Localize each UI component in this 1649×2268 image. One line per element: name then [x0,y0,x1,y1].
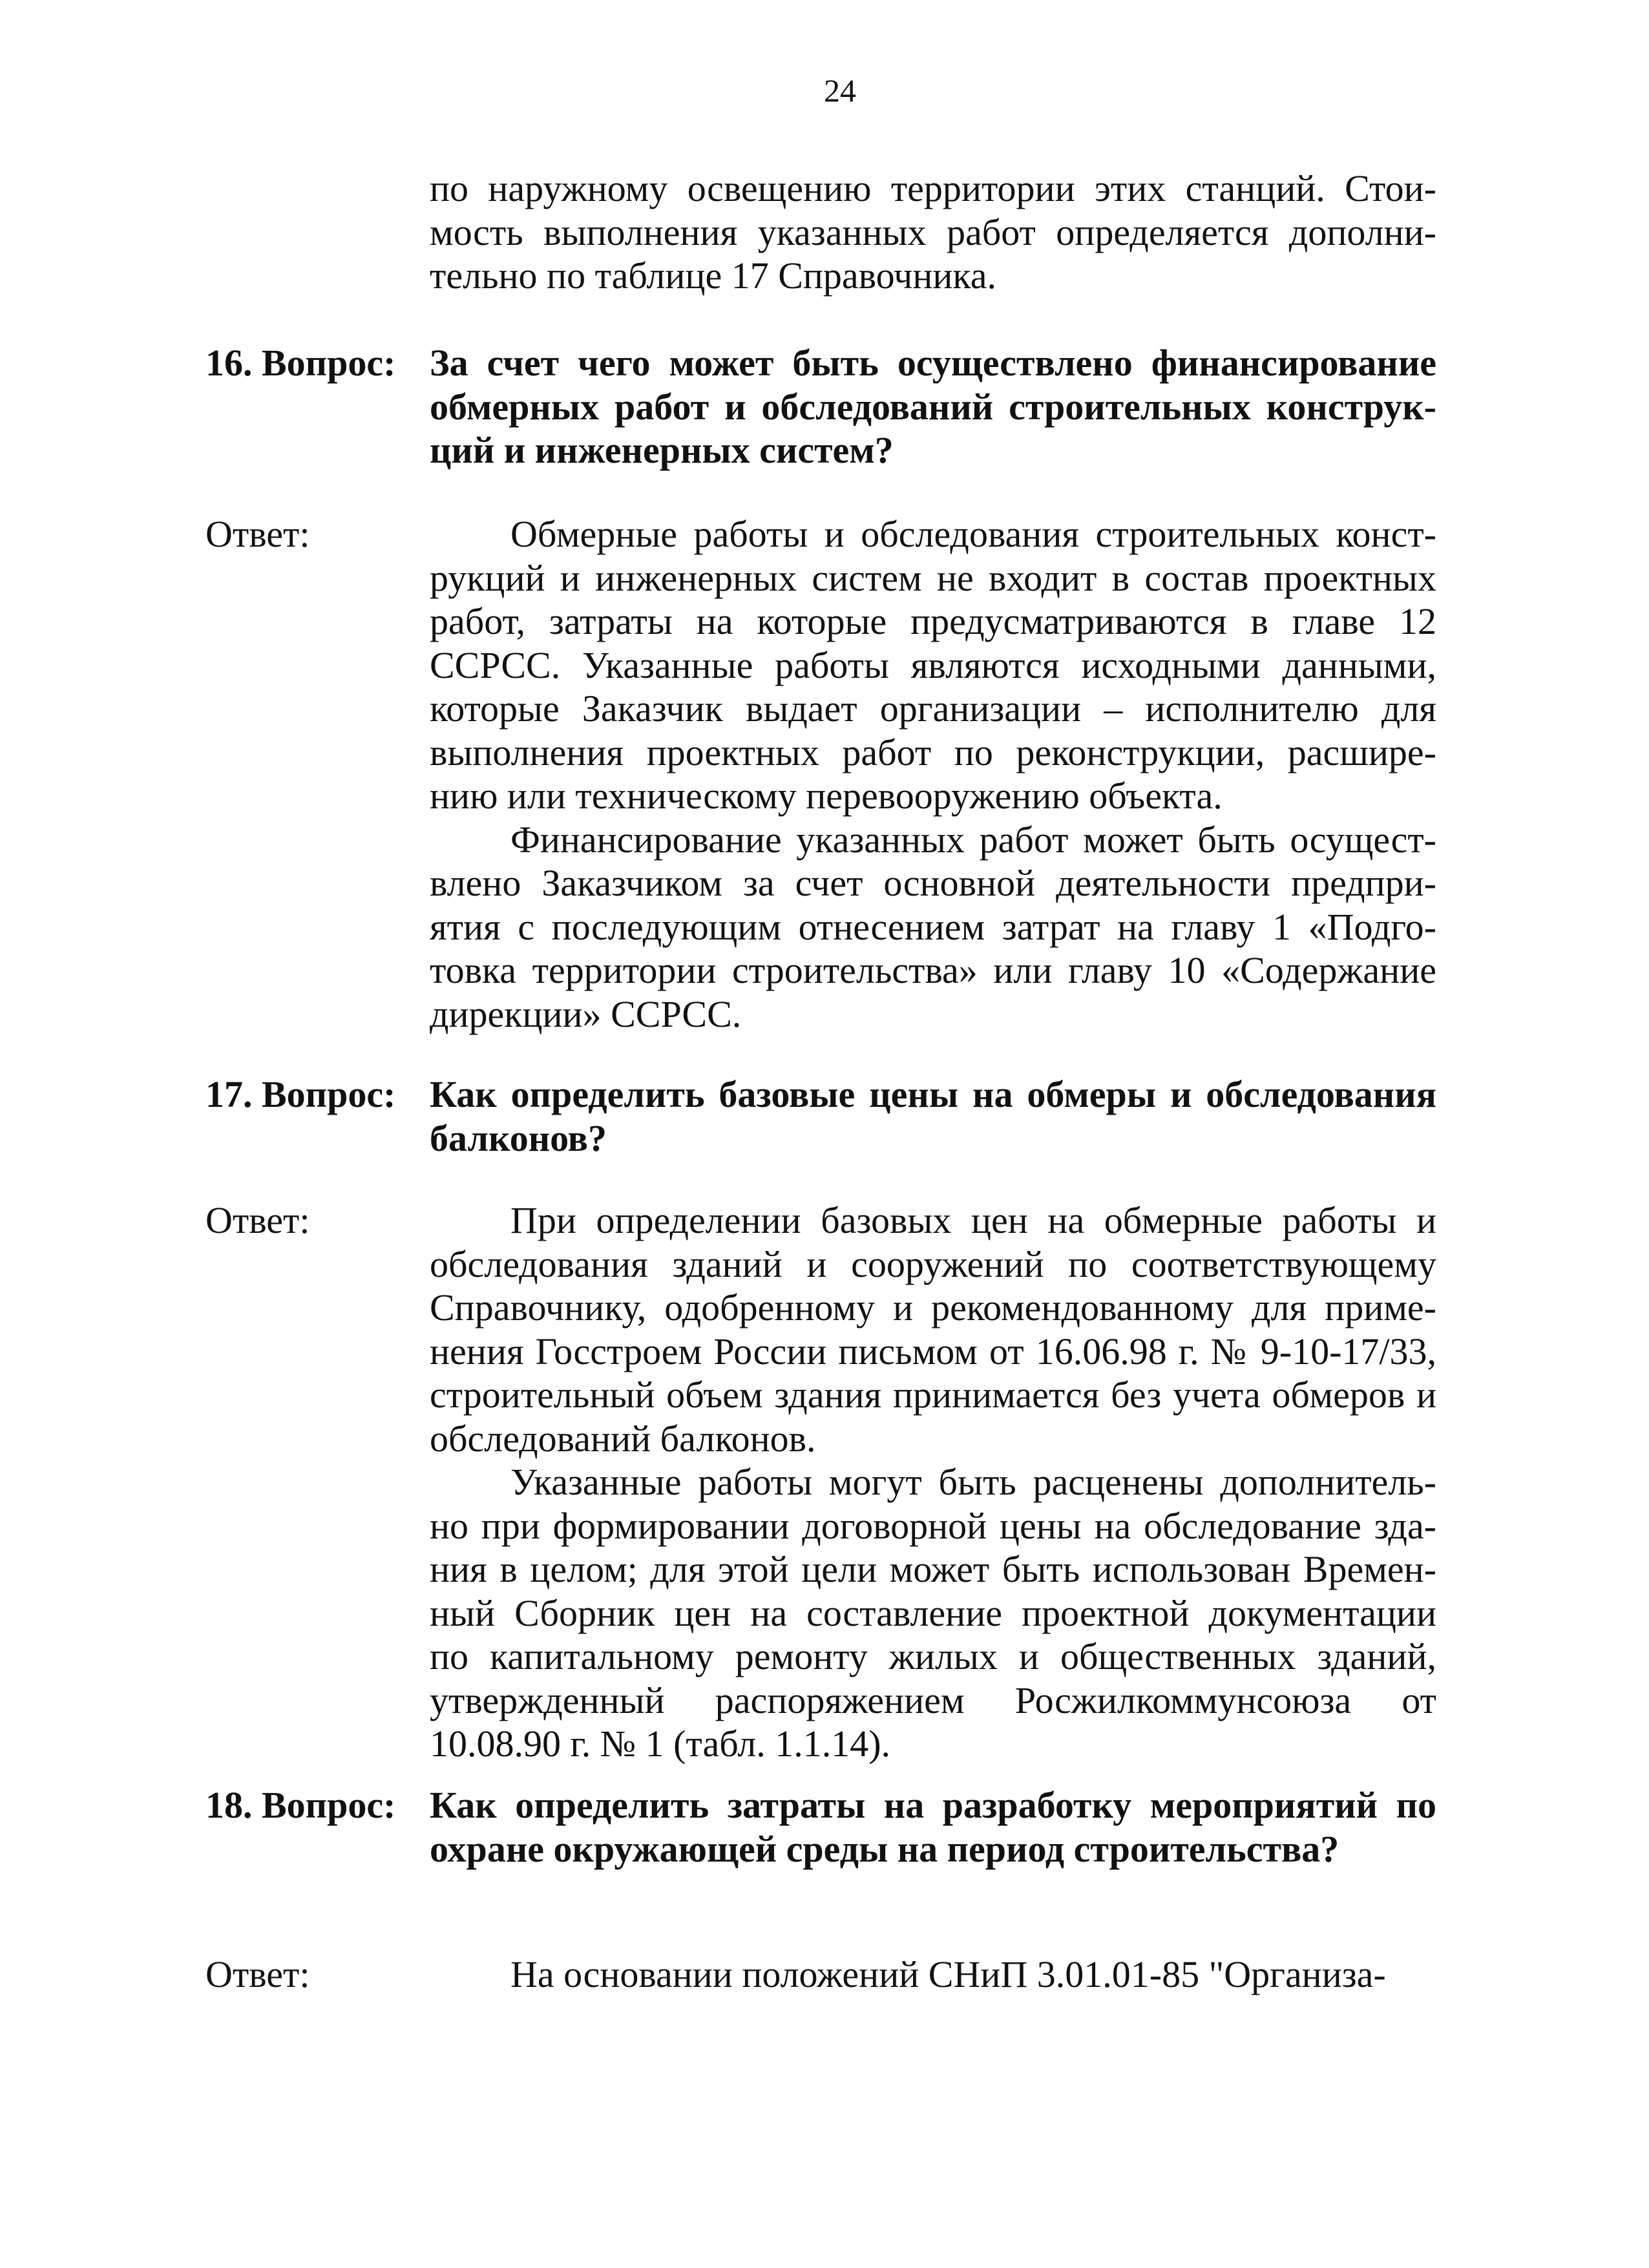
answer-18-label: Ответ: [205,1953,310,1995]
text-line: мость выполнения указанных работ определяется дополни- [430,211,1436,253]
answer-line: При определении базовых цен на обмерные работы и [510,1199,1436,1241]
question-18-text [430,1783,1436,1871]
answer-18-text [430,1953,1436,1997]
answer-line: Справочнику, одобренному и рекомендованному для приме- [430,1286,1436,1328]
question-17-label: 17. Вопрос: [205,1073,396,1115]
answer-16-text [430,512,1436,1036]
answer-line: ния в целом; для этой цели может быть использован Времен- [430,1548,1436,1590]
answer-line: ятия с последующим отнесением затрат на главу 1 «Подго- [430,905,1436,948]
question-17-text [430,1073,1436,1160]
question-line: За счет чего может быть осуществлено финансирование [430,342,1436,384]
answer-line: 10.08.90 г. № 1 (табл. 1.1.14). [430,1723,891,1765]
answer-line: работ, затраты на которые предусматриваются в главе 12 [430,600,1436,642]
answer-line: ный Сборник цен на составление проектной документации [430,1591,1436,1634]
question-line: охране окружающей среды на период строительства? [430,1827,1339,1870]
question-line: Как определить базовые цены на обмеры и обследования [430,1073,1436,1115]
answer-line: по капитальному ремонту жилых и общественных зданий, [430,1635,1436,1677]
answer-17-label: Ответ: [205,1199,310,1241]
intro-paragraph [430,167,1436,298]
question-line: ций и инженерных систем? [430,429,894,471]
answer-line: ССРСС. Указанные работы являются исходными данными, [430,644,1436,686]
answer-line: выполнения проектных работ по реконструкции, расшире- [430,731,1436,773]
answer-line: обследования зданий и сооружений по соответствующему [430,1243,1436,1285]
answer-line: Указанные работы могут быть расценены дополнитель- [510,1461,1436,1503]
answer-line: Обмерные работы и обследования строительных конст- [510,513,1436,555]
text-line: по наружному освещению территории этих станций. Стои- [430,167,1436,209]
question-line: Как определить затраты на разработку мероприятий по [430,1784,1436,1826]
answer-line: но при формировании договорной цены на обследование зда- [430,1504,1436,1547]
text-line: тельно по таблице 17 Справочника. [430,255,996,297]
answer-line: дирекции» ССРСС. [430,992,742,1035]
answer-line: Финансирование указанных работ может быть осущест- [510,818,1436,861]
answer-line: рукций и инженерных систем не входит в состав проектных [430,556,1436,599]
question-line: обмерных работ и обследований строительных конструк- [430,385,1436,428]
question-18-label: 18. Вопрос: [205,1784,396,1826]
question-16-label: 16. Вопрос: [205,342,396,384]
question-16-text [430,341,1436,472]
question-line: балконов? [430,1117,607,1159]
answer-17-text [430,1199,1436,1766]
answer-16-label: Ответ: [205,513,310,555]
page-number: 24 [824,72,856,109]
answer-line: влено Заказчиком за счет основной деятельности предпри- [430,862,1436,904]
answer-line: которые Заказчик выдает организации – исполнителю для [430,688,1436,730]
answer-line: нию или техническому перевооружению объекта. [430,775,1223,817]
answer-line: нения Госстроем России письмом от 16.06.98 г. № 9-10-17/33, [430,1330,1436,1372]
answer-line: утвержденный распоряжением Росжилкоммунсоюза от [430,1679,1436,1721]
answer-line: строительный объем здания принимается без учета обмеров и [430,1374,1436,1416]
answer-line: товка территории строительства» или главу 10 «Содержание [430,949,1436,991]
answer-line: На основании положений СНиП 3.01.01-85 "Организа- [510,1953,1386,1995]
answer-line: обследований балконов. [430,1417,816,1460]
